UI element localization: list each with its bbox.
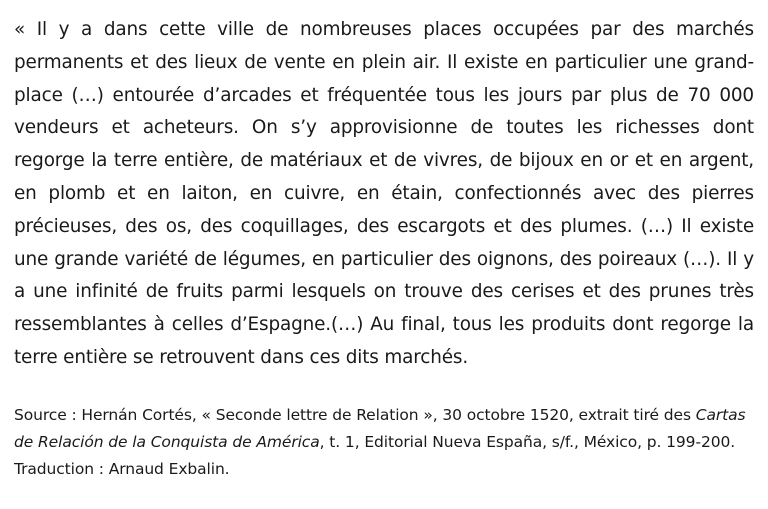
document-page [14,14,754,479]
source-suffix: , t. 1, Editorial Nueva España, s/f., México, p. 199-200. Traduction : Arnaud Exbalin. [14,433,736,479]
source-work-title: Cartas de Relación de la Conquista de América [14,406,746,452]
quote-paragraph: « Il y a dans cette ville de nombreuses places occupées par des marchés permanents et des lieux de vente en plein air. Il existe en particulier une grand-place (…) entourée d’arcades et fréquentée tous les jours par plus de 70 000 vendeurs et acheteurs. On s’y approvisionne de toutes les richesses dont regorge la terre entière, de matériaux et de vivres, de bijoux en or et en argent, en plomb et en laiton, en cuivre, en étain, confectionnés avec des pierres précieuses, des os, des coquillages, des escargots et des plumes. (…) Il existe une grande variété de légumes, en particulier des oignons, des poireaux (…). Il y a une infinité de fruits parmi lesquels on trouve des cerises et des prunes très ressemblantes à celles d’Espagne.(…) Au final, tous les produits dont regorge la terre entière se retrouvent dans ces dits marchés. [14,19,754,368]
source-citation [14,402,754,484]
source-prefix: Source : Hernán Cortés, « Seconde lettre de Relation », 30 octobre 1520, extrait tiré des [14,406,696,424]
